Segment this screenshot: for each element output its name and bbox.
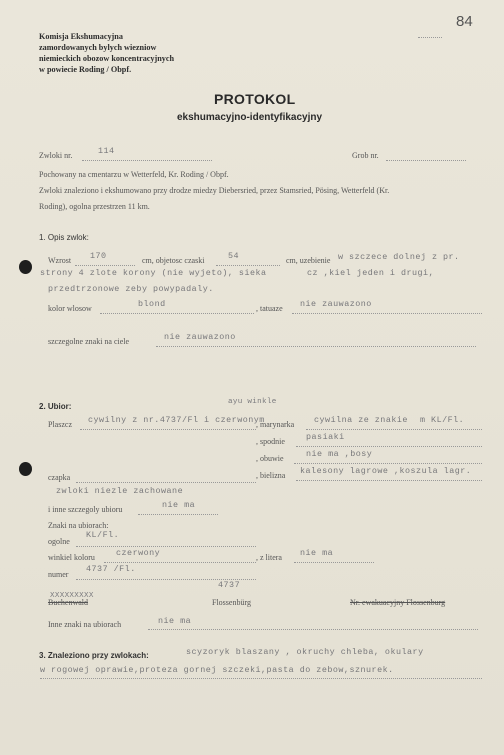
winkiel-value: czerwony: [116, 548, 161, 558]
document-subtitle: ekshumacyjno-identyfikacyjny: [177, 112, 323, 123]
ubior-heading: 2. Ubior:: [39, 402, 72, 411]
czapka-label: czapka: [48, 473, 71, 482]
marynarka-label: , marynarka: [256, 420, 295, 429]
marynarka-value: cywilna ze znakie: [314, 415, 408, 425]
numer-label: numer: [48, 570, 69, 579]
marynarka-value-2: m KL/Fl.: [420, 415, 465, 425]
numer-value: 4737 /Fl.: [86, 564, 136, 574]
spodnie-label: , spodnie: [256, 437, 285, 446]
camp-flossenburg: Flossenbürg: [212, 598, 251, 607]
bielizna-label: , bielizna: [256, 471, 286, 480]
znaleziono-heading: 3. Znaleziono przy zwlokach:: [39, 651, 149, 660]
tatuaze-value: nie zauwazono: [300, 299, 372, 309]
plaszcz-above: ayu winkle: [228, 398, 277, 406]
grob-label: Grob nr.: [352, 151, 379, 160]
intro-line-3: Roding), ogolna przestrzen 11 km.: [39, 202, 150, 211]
znaleziono-value-2: w rogowej oprawie,proteza gornej szczeki,pasta do zebow,sznurek.: [40, 665, 394, 675]
plaszcz-value: cywilny z nr.4737/Fl i czerwonym: [88, 415, 265, 425]
inne-szczegoly-label: i inne szczegoly ubioru: [48, 505, 123, 514]
litera-value: nie ma: [300, 548, 334, 558]
header-line-4: w powiecie Roding / Obpf.: [39, 65, 132, 74]
punch-hole-top: [19, 260, 32, 274]
camp-evac-number: Nr. ewakuacyjny Flossenburg: [350, 598, 446, 607]
buchenwald-marks: XXXXXXXXX: [50, 592, 94, 600]
znaleziono-value-1: scyzoryk blaszany , okruchy chleba, okulary: [186, 647, 424, 657]
zwloki-stan: zwloki niezle zachowane: [56, 486, 184, 496]
camp-buchenwald: Buchenwald: [48, 598, 88, 607]
czaszka-value: 54: [228, 251, 240, 261]
intro-line-1: Pochowany na cmentarzu w Wetterfeld, Kr. Roding / Obpf.: [39, 170, 229, 179]
uzebienie-line-2: strony 4 zlote korony (nie wyjeto), sieka: [40, 268, 267, 278]
winkiel-label: winkiel koloru: [48, 553, 95, 562]
header-line-3: niemieckich obozow koncentracyjnych: [39, 54, 175, 63]
header-line-2: zamordowanych bylych wiezniow: [39, 43, 157, 52]
znaki-cialo-label: szczegolne znaki na ciele: [48, 337, 130, 346]
ogolne-label: ogolne: [48, 537, 70, 546]
plaszcz-label: Plaszcz: [48, 420, 72, 429]
kolor-value: blond: [138, 299, 166, 309]
inne-znaki-label: Inne znaki na ubiorach: [48, 620, 122, 629]
page-number: 84: [456, 13, 473, 30]
zwloki-value: 114: [98, 146, 115, 156]
uzebienie-line-3: przedtrzonowe zeby powypadaly.: [48, 284, 214, 294]
czaszka-unit: cm, uzebienie: [286, 256, 331, 265]
spodnie-value: pasiaki: [306, 432, 345, 442]
wzrost-unit: cm, objetosc czaski: [142, 256, 205, 265]
intro-line-2: Zwloki znaleziono i ekshumowano przy drodze miedzy Diebersried, przez Stamsried, Pösing, Wetterfeld (Kr.: [39, 186, 390, 195]
bielizna-value: kalesony lagrowe ,koszula lagr.: [300, 466, 472, 476]
inne-szczegoly-value: nie ma: [162, 500, 196, 510]
inne-znaki-value: nie ma: [158, 616, 192, 626]
opis-heading: 1. Opis zwlok:: [39, 233, 89, 242]
obuwie-label: , obuwie: [256, 454, 284, 463]
znaki-ubior-label: Znaki na ubiorach:: [48, 521, 109, 530]
uzebienie-line-1: w szczece dolnej z pr.: [338, 252, 460, 262]
punch-hole-bottom: [19, 462, 32, 476]
header-line-1: Komisja Ekshumacyjna: [39, 32, 123, 41]
znaki-cialo-value: nie zauwazono: [164, 332, 236, 342]
uzebienie-line-2b: cz ,kiel jeden i drugi,: [307, 268, 435, 278]
ogolne-value: KL/Fl.: [86, 530, 120, 540]
wzrost-label: Wzrost: [48, 256, 72, 265]
document-title: PROTOKOL: [214, 91, 296, 107]
tatuaze-label: , tatuaze: [256, 304, 283, 313]
obuwie-value: nie ma ,bosy: [306, 449, 373, 459]
kolor-label: kolor wlosow: [48, 304, 92, 313]
zwloki-label: Zwloki nr.: [39, 151, 73, 160]
wzrost-value: 170: [90, 251, 107, 261]
litera-label: , z litera: [256, 553, 282, 562]
camp-number: 4737: [218, 580, 241, 590]
